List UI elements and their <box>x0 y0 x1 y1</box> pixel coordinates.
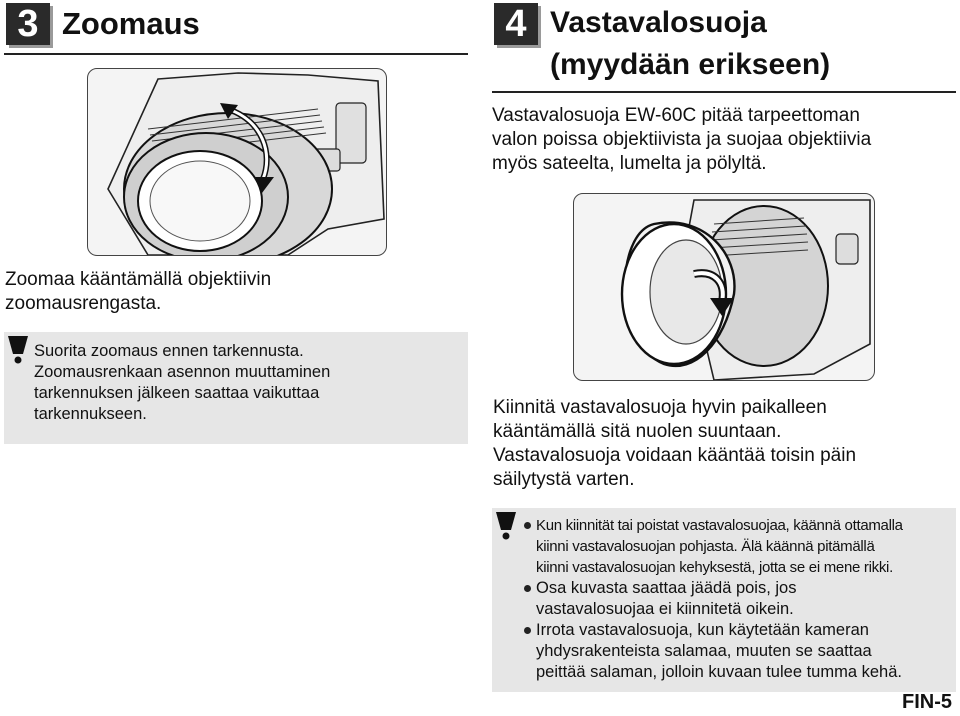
caption-line: Kiinnitä vastavalosuoja hyvin paikalleen <box>493 397 827 418</box>
note-line: Osa kuvasta saattaa jäädä pois, jos <box>536 579 797 597</box>
intro-line: valon poissa objektiivista ja suojaa objektiivia <box>492 129 872 150</box>
section-title-lens-hood <box>550 2 830 86</box>
note-bullet-text <box>536 515 903 578</box>
section-title-zoom: Zoomaus <box>62 6 200 41</box>
caution-icon <box>493 510 519 540</box>
zoom-note-line: tarkennuksen jälkeen saattaa vaikuttaa <box>34 384 320 402</box>
page-number: FIN-5 <box>902 691 952 713</box>
note-line: kiinni vastavalosuojan kehyksestä, jotta se ei mene rikki. <box>536 559 893 576</box>
bullet-dot <box>524 585 531 592</box>
zoom-note-text <box>34 341 462 425</box>
zoom-ring-illustration <box>87 68 387 256</box>
lens-hood-intro <box>492 104 956 176</box>
caution-icon <box>5 334 31 364</box>
intro-line: myös sateelta, lumelta ja pölyltä. <box>492 153 767 174</box>
note-bullet <box>524 515 954 578</box>
note-line: yhdysrakenteista salamaa, muuten se saattaa <box>536 642 872 660</box>
bullet-dot <box>524 522 531 529</box>
step-number-4: 4 <box>494 3 538 45</box>
right-title-rule <box>492 91 956 93</box>
lens-hood-note-list <box>524 515 954 683</box>
caption-line: kääntämällä sitä nuolen suuntaan. <box>493 421 782 442</box>
left-title-rule <box>4 53 468 55</box>
note-bullet <box>524 620 954 683</box>
caption-line: säilytystä varten. <box>493 469 635 490</box>
zoom-caption <box>5 268 465 316</box>
note-line: Kun kiinnität tai poistat vastavalosuojaa, käännä ottamalla <box>536 517 903 534</box>
note-line: peittää salaman, jolloin kuvaan tulee tumma kehä. <box>536 663 902 681</box>
note-bullet <box>524 578 954 620</box>
zoom-note-line: Suorita zoomaus ennen tarkennusta. <box>34 342 304 360</box>
note-line: kiinni vastavalosuojan pohjasta. Älä käännä pitämällä <box>536 538 875 555</box>
lens-hood-illustration <box>573 193 875 381</box>
zoom-note-line: tarkennukseen. <box>34 405 147 423</box>
title-line: Vastavalosuoja <box>550 6 767 39</box>
title-line: (myydään erikseen) <box>550 48 831 81</box>
note-bullet-text <box>536 620 902 683</box>
zoom-caption-line: Zoomaa kääntämällä objektiivin <box>5 269 272 290</box>
caption-line: Vastavalosuoja voidaan kääntää toisin päin <box>493 445 857 466</box>
zoom-caption-line: zoomausrengasta. <box>5 293 162 314</box>
step-number-3: 3 <box>6 3 50 45</box>
zoom-note-line: Zoomausrenkaan asennon muuttaminen <box>34 363 331 381</box>
note-bullet-text <box>536 578 797 620</box>
bullet-dot <box>524 627 531 634</box>
lens-hood-caption <box>493 396 955 492</box>
note-line: Irrota vastavalosuoja, kun käytetään kameran <box>536 621 869 639</box>
intro-line: Vastavalosuoja EW-60C pitää tarpeettoman <box>492 105 860 126</box>
note-line: vastavalosuojaa ei kiinnitetä oikein. <box>536 600 794 618</box>
